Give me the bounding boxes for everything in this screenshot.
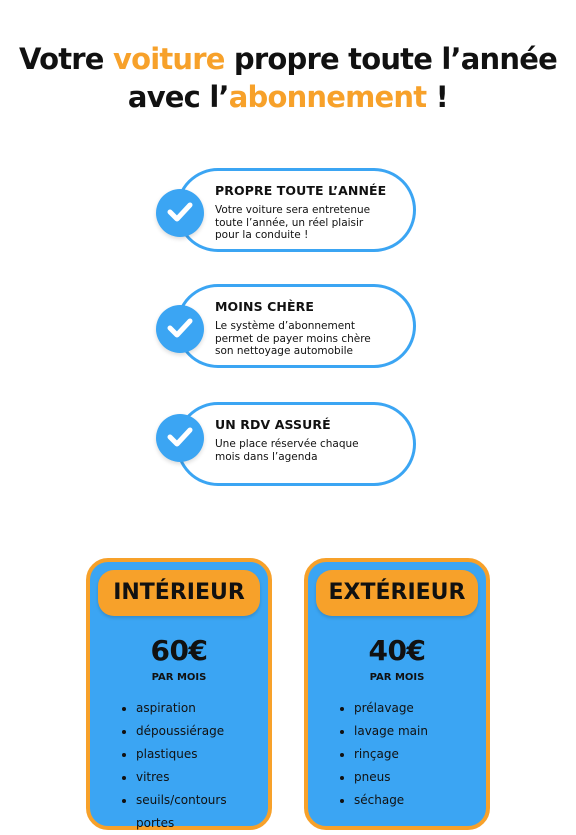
- list-item: • plastiques: [136, 743, 268, 766]
- description-line: toute l’année, un réel plaisir: [215, 216, 364, 229]
- headline-text: avec l’: [127, 80, 229, 114]
- headline-line-2: [0, 78, 576, 116]
- plan-name: INTÉRIEUR: [98, 570, 260, 616]
- checkmark-icon: [156, 305, 204, 353]
- list-item: • vitres: [136, 766, 268, 789]
- description-line: Le système d’abonnement: [215, 320, 355, 332]
- description-line: mois dans l’agenda: [215, 450, 318, 463]
- description-line: Votre voiture sera entretenue: [215, 204, 371, 216]
- description-line: son nettoyage automobile: [215, 345, 354, 357]
- list-item: • aspiration: [136, 697, 268, 720]
- checkmark-icon: [156, 189, 204, 237]
- list-item: • séchage: [354, 789, 428, 812]
- feature-card-year-round: [176, 168, 416, 252]
- headline-accent-word: abonnement: [228, 80, 427, 114]
- feature-description: [215, 438, 405, 463]
- feature-card-appointment: [176, 402, 416, 486]
- plan-card-interior[interactable]: [86, 558, 272, 830]
- feature-title: PROPRE TOUTE L’ANNÉE: [215, 183, 387, 198]
- description-line: pour la conduite !: [215, 229, 309, 241]
- feature-card-cheaper: [176, 284, 416, 368]
- feature-title: MOINS CHÈRE: [215, 299, 314, 314]
- plan-card-exterior[interactable]: [304, 558, 490, 830]
- plan-features-list: [98, 697, 268, 830]
- description-line: permet de payer moins chère: [215, 332, 371, 345]
- checkmark-icon: [156, 414, 204, 462]
- plan-name: EXTÉRIEUR: [316, 570, 478, 616]
- plan-price: 60€: [150, 634, 208, 667]
- plan-features-list: [316, 697, 428, 812]
- description-line: Une place réservée chaque: [215, 438, 359, 450]
- list-item: • prélavage: [354, 697, 428, 720]
- headline-line-1: [0, 40, 576, 78]
- plan-period: PAR MOIS: [151, 672, 207, 683]
- feature-title: UN RDV ASSURÉ: [215, 417, 331, 432]
- plan-period: PAR MOIS: [369, 672, 425, 683]
- feature-description: [215, 320, 405, 358]
- feature-description: [215, 204, 405, 242]
- page-headline: [0, 40, 576, 116]
- headline-text: propre toute l’année: [224, 42, 557, 76]
- headline-accent-word: voiture: [112, 42, 225, 76]
- headline-text: Votre: [19, 42, 113, 76]
- list-item: • lavage main: [354, 720, 428, 743]
- list-item: • rinçage: [354, 743, 428, 766]
- list-item: • dépoussiérage: [136, 720, 268, 743]
- list-item: • seuils/contours portes: [136, 789, 268, 812]
- list-item: • pneus: [354, 766, 428, 789]
- plan-price: 40€: [368, 634, 426, 667]
- headline-text: !: [426, 80, 449, 114]
